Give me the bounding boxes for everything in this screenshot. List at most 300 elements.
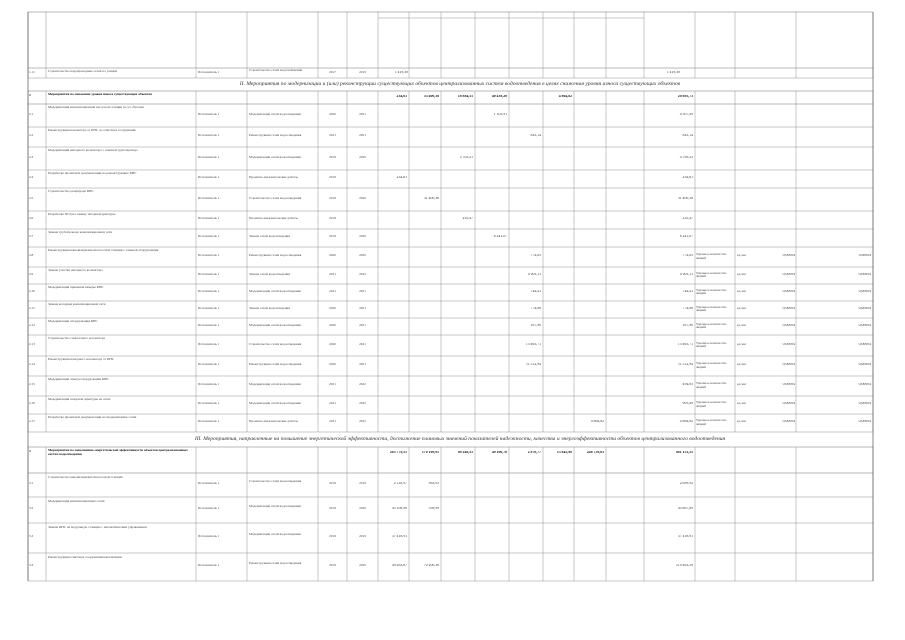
row-unit: ед./км xyxy=(737,306,746,310)
row-value xyxy=(510,235,541,241)
section-total-value: 234,61 xyxy=(396,95,407,98)
section-total-value: 13 845,98 xyxy=(556,451,572,454)
row-value xyxy=(510,402,541,408)
row-value xyxy=(607,156,642,162)
row-name: Строительство резервуара КНС xyxy=(48,190,94,193)
row-value xyxy=(607,507,642,513)
row-value xyxy=(544,420,572,426)
row-value xyxy=(607,535,642,541)
row-value: 563,95 xyxy=(428,482,439,485)
row-indicator-target: 0,00004 xyxy=(858,402,871,405)
row-type: Строительство сетей водоотведения xyxy=(249,342,302,346)
row-value: 49 263,67 xyxy=(391,564,407,567)
row-type: Модернизация сетей водоотведения xyxy=(249,155,301,159)
row-type: Модернизация сетей водоотведения xyxy=(249,402,301,405)
row-start-year: 2019 xyxy=(329,235,336,238)
row-indicator: Удельное количество аварий xyxy=(696,362,727,369)
row-indicator-value: 0,00004 xyxy=(782,383,795,386)
row-value: 4 864,82 xyxy=(679,420,693,423)
row-value: 15 465,71 xyxy=(677,342,693,346)
row-type: Модернизация сетей водоотведения xyxy=(249,323,301,327)
row-value: 70 200,38 xyxy=(423,564,439,567)
row-value xyxy=(544,307,572,313)
row-value xyxy=(476,324,507,330)
row-indicator: Удельное количество аварий xyxy=(696,322,727,330)
row-value: 234,61 xyxy=(682,176,693,179)
row-value xyxy=(607,420,642,426)
row-indicator-value: 0,00004 xyxy=(782,272,795,276)
row-number: 2.1 xyxy=(29,112,34,116)
row-value xyxy=(410,217,439,223)
section-total-value xyxy=(607,95,642,100)
row-type: Проектно-изыскательские работы xyxy=(249,217,298,220)
row-value xyxy=(379,383,407,389)
row-total: 1 419,30 xyxy=(666,71,680,74)
row-value xyxy=(607,402,642,408)
row-value xyxy=(544,113,572,119)
row-indicator-target: 0,00004 xyxy=(858,383,871,386)
row-end-year: 2019 xyxy=(359,482,366,485)
row-executor: Исполнитель 1 xyxy=(198,342,220,346)
section-total-value: 89 249,55 xyxy=(457,451,473,454)
row-end-year: 2021 xyxy=(359,342,366,346)
row-start-year: 2021 xyxy=(329,420,336,423)
row-value xyxy=(544,564,572,570)
row-value: 905,49 xyxy=(682,402,693,405)
row-end-year: 2021 xyxy=(359,323,366,327)
row-value xyxy=(442,290,473,296)
row-value xyxy=(379,254,407,260)
row-value xyxy=(544,383,572,389)
row-value xyxy=(410,156,439,162)
row-value xyxy=(544,363,572,369)
row-value xyxy=(442,482,473,488)
row-value: 5 705,21 xyxy=(459,155,473,159)
row-type: Модернизация сетей водоотведения xyxy=(249,289,301,293)
row-value xyxy=(544,343,572,349)
row-number: 3.1 xyxy=(29,482,34,485)
row-name: Модернизация оборудования КНС xyxy=(48,320,98,323)
row-indicator: Удельное количество аварий xyxy=(696,271,727,279)
row-unit: ед./км xyxy=(737,254,746,257)
row-unit: ед./км xyxy=(737,289,746,293)
row-value xyxy=(544,535,572,541)
row-value xyxy=(442,176,473,182)
row-number: 2.10 xyxy=(29,289,35,293)
row-value xyxy=(410,420,439,426)
row-name: Разработка проектной документации на реконструкцию КНС xyxy=(48,172,137,175)
row-value xyxy=(607,343,642,349)
row-number: 3.4 xyxy=(29,564,34,567)
row-type: Модернизация сетей водоотведения xyxy=(249,383,301,386)
section-total-value xyxy=(607,451,642,456)
row-indicator-target xyxy=(798,217,871,223)
row-indicator-value xyxy=(779,197,795,203)
row-indicator-value: 0,00004 xyxy=(782,402,795,405)
row-executor: Исполнитель 1 xyxy=(198,306,220,310)
row-indicator-value: 0,00004 xyxy=(782,342,795,346)
row-indicator xyxy=(696,155,734,163)
row-value xyxy=(544,324,572,330)
row-indicator-value xyxy=(779,176,795,182)
row-indicator-target: 0,00004 xyxy=(858,420,871,423)
row-value xyxy=(410,343,439,349)
row-value xyxy=(442,113,473,119)
row-number: 2.9 xyxy=(29,272,34,276)
row-indicator: Удельное количество аварий xyxy=(696,288,727,296)
row-unit: ед./км xyxy=(737,363,746,366)
row-end-year: 2021 xyxy=(359,363,366,366)
row-number: 2.4 xyxy=(29,176,34,179)
row-value xyxy=(410,290,439,296)
row-name: Разработка ПСД на замену запорной арматуры xyxy=(48,213,116,216)
row-indicator-target: 0,00004 xyxy=(858,254,871,257)
row-value: 45 667,89 xyxy=(677,507,693,510)
row-start-year: 2019 xyxy=(329,217,336,220)
row-end-year xyxy=(348,217,377,223)
row-executor: Исполнитель 1 xyxy=(198,196,220,200)
row-value xyxy=(442,343,473,349)
section-total-value: 20 895,73 xyxy=(677,95,693,98)
row-value xyxy=(476,507,507,513)
row-value xyxy=(442,197,473,203)
row-number: 3.3 xyxy=(29,535,34,538)
row-value xyxy=(575,235,604,241)
row-executor: Исполнитель 1 xyxy=(198,289,220,293)
row-value: 774,85 xyxy=(682,254,693,257)
row-value xyxy=(575,273,604,279)
row-value xyxy=(476,273,507,279)
row-indicator-value: 0,00004 xyxy=(782,323,795,327)
row-end-year: 2020 xyxy=(359,235,366,238)
row-value xyxy=(476,307,507,313)
row-value xyxy=(442,420,473,426)
row-start-year: 2021 xyxy=(329,402,336,405)
row-indicator-value xyxy=(779,156,795,162)
row-value xyxy=(379,363,407,369)
row-number: 2.7 xyxy=(29,235,34,238)
row-start-year: 2021 xyxy=(329,289,336,293)
row-value xyxy=(379,113,407,119)
row-value xyxy=(575,307,604,313)
row-number: 1.11 xyxy=(29,71,35,74)
row-end-year: 2020 xyxy=(359,564,366,567)
row-value: 119 463,59 xyxy=(676,564,693,567)
row-value: 31 400,38 xyxy=(677,196,693,200)
row-start-year: 2020 xyxy=(329,323,336,327)
row-type: Проектно-изыскательские работы xyxy=(249,420,298,423)
section-name: Мероприятия по повышению энергетической эффективности объектов централизованных систем водоотведения xyxy=(48,449,188,456)
row-value xyxy=(379,156,407,162)
row-indicator-target xyxy=(798,134,871,140)
row-value xyxy=(575,254,604,260)
row-number: 2.11 xyxy=(29,306,35,310)
row-start-year: 2019 xyxy=(329,196,336,200)
section-total-value: 2 870,77 xyxy=(527,451,541,454)
row-value xyxy=(410,176,439,182)
row-value: 37 418,91 xyxy=(391,535,407,538)
row-value xyxy=(575,113,604,119)
row-value xyxy=(410,254,439,260)
row-indicator: Удельное количество аварий xyxy=(696,341,727,349)
row-indicator-target: 0,00004 xyxy=(858,323,871,327)
row-indicator-value: 0,00004 xyxy=(782,363,795,366)
row-indicator-target: 0,00004 xyxy=(858,306,871,310)
row-value xyxy=(575,383,604,389)
row-value xyxy=(575,134,604,140)
row-value xyxy=(607,324,642,330)
row-indicator-value xyxy=(779,134,795,140)
row-type: Реконструкция сетей водоотведения xyxy=(249,562,302,565)
section-total-value: 283 779,51 xyxy=(389,451,407,454)
row-indicator-target: 0,00004 xyxy=(858,363,871,366)
row-value xyxy=(607,197,642,203)
row-number: 2.12 xyxy=(29,323,35,327)
row-value xyxy=(607,254,642,260)
row-end-year: 2019 xyxy=(359,71,366,74)
row-end-year: 2021 xyxy=(359,306,366,310)
row-start-year: 2020 xyxy=(329,112,336,116)
section-total-value: 18 884,51 xyxy=(457,95,473,98)
row-type: Модернизация сетей водоотведения xyxy=(249,533,301,536)
row-executor: Исполнитель 1 xyxy=(198,155,220,159)
row-executor: Исполнитель 1 xyxy=(198,535,220,538)
row-value xyxy=(510,420,541,426)
row-executor: Исполнитель 1 xyxy=(198,383,220,386)
row-start-year: 2020 xyxy=(329,306,336,310)
row-value xyxy=(442,273,473,279)
row-value: 494,85 xyxy=(682,383,693,386)
row-value xyxy=(544,482,572,488)
row-value: 4 507,49 xyxy=(679,112,693,116)
row-value xyxy=(476,402,507,408)
section-total-value: 49 100,70 xyxy=(491,451,507,454)
row-value xyxy=(575,402,604,408)
row-value: 843,14 xyxy=(530,134,541,137)
row-value xyxy=(442,564,473,570)
row-value xyxy=(544,197,572,203)
row-value xyxy=(575,363,604,369)
row-indicator-target: 0,00004 xyxy=(858,289,871,293)
row-number: 3.2 xyxy=(29,507,34,510)
row-end-year: 2020 xyxy=(359,507,366,510)
row-indicator-target xyxy=(798,113,871,119)
row-indicator xyxy=(696,234,734,242)
row-value xyxy=(379,307,407,313)
row-value xyxy=(442,402,473,408)
row-executor: Исполнитель 1 xyxy=(198,507,220,510)
section-number: 3 xyxy=(29,450,31,453)
row-value xyxy=(476,134,507,140)
section-number: 2 xyxy=(29,94,31,97)
row-number: 2.5 xyxy=(29,196,34,200)
row-executor: Исполнитель 1 xyxy=(198,176,220,179)
row-number: 2.17 xyxy=(29,420,35,423)
row-end-year: 2021 xyxy=(359,112,366,116)
row-type: Реконструкция сетей водоотведения xyxy=(249,134,302,137)
row-value xyxy=(510,507,541,513)
row-start-year: 2020 xyxy=(329,254,336,257)
row-value: 744,41 xyxy=(682,289,693,293)
row-value xyxy=(510,535,541,541)
row-indicator xyxy=(696,112,734,120)
row-name: Реконструкция коллектора от КНС до очистных сооружений xyxy=(48,129,136,132)
row-end-year xyxy=(348,176,377,182)
row-name: Модернизация канализационных сетей xyxy=(48,500,105,503)
row-number: 2.13 xyxy=(29,342,35,346)
row-end-year: 2020 xyxy=(359,155,366,159)
row-value xyxy=(379,343,407,349)
row-type: Модернизация сетей водоотведения xyxy=(249,505,301,508)
section-total-value: 40 439,20 xyxy=(491,95,507,98)
row-value xyxy=(510,113,541,119)
row-value xyxy=(410,307,439,313)
row-value xyxy=(544,402,572,408)
row-end-year: 2022 xyxy=(359,420,366,423)
row-executor: Исполнитель 1 xyxy=(198,112,220,116)
row-executor: Исполнитель 1 xyxy=(198,235,220,238)
row-name: Модернизация электрооборудования КНС xyxy=(48,378,109,381)
row-value xyxy=(510,176,541,182)
section-heading: III. Мероприятия, направленные на повышение энергетической эффективности, достижение плановых значений показателей надежности, качества и энергоэффективности объектов централизованного водоотведения xyxy=(194,436,726,442)
row-value xyxy=(575,290,604,296)
section-total-value: 248 759,03 xyxy=(586,451,604,454)
row-value: 8 241,07 xyxy=(493,235,507,238)
row-number: 2.14 xyxy=(29,363,35,366)
row-value xyxy=(544,134,572,140)
row-value xyxy=(410,383,439,389)
row-value xyxy=(575,535,604,541)
row-value xyxy=(607,290,642,296)
row-start-year: 2021 xyxy=(329,134,336,137)
row-value xyxy=(442,235,473,241)
row-value: 4 769,23 xyxy=(679,155,693,159)
row-number: 2.6 xyxy=(29,217,34,220)
row-type: Проектно-изыскательские работы xyxy=(249,176,298,179)
row-indicator xyxy=(696,175,734,183)
row-value xyxy=(410,402,439,408)
row-value xyxy=(607,113,642,119)
row-value xyxy=(544,176,572,182)
row-value xyxy=(379,217,407,223)
section-total-value: 4 864,82 xyxy=(558,95,572,98)
row-indicator xyxy=(696,216,734,224)
row-value: 235,47 xyxy=(682,217,693,220)
row-value: 4 001,11 xyxy=(527,272,541,276)
row-executor: Исполнитель 1 xyxy=(198,323,220,327)
row-value xyxy=(544,273,572,279)
row-value xyxy=(510,383,541,389)
row-unit: ед./км xyxy=(737,383,746,386)
row-value xyxy=(607,383,642,389)
row-value xyxy=(575,343,604,349)
row-end-year: 2020 xyxy=(359,254,366,257)
row-value xyxy=(476,343,507,349)
row-end-year: 2021 xyxy=(359,289,366,293)
row-end-year: 2021 xyxy=(359,134,366,137)
row-name: Модернизация напорного коллектора с заменой трубопровода xyxy=(48,149,138,152)
row-value xyxy=(476,290,507,296)
row-executor: Исполнитель 1 xyxy=(198,254,220,257)
row-value xyxy=(607,217,642,223)
row-value xyxy=(379,235,407,241)
row-end-year: 2022 xyxy=(359,272,366,276)
row-value xyxy=(379,290,407,296)
row-value xyxy=(410,235,439,241)
row-name: Замена участка напорного коллектора xyxy=(48,269,103,272)
row-name: Реконструкция канализационной насосной станции с заменой оборудования xyxy=(48,249,159,252)
row-start-year: 2020 xyxy=(329,342,336,346)
row-type: Строительство сетей водоотведения xyxy=(249,196,302,200)
row-value xyxy=(442,307,473,313)
row-value xyxy=(510,197,541,203)
row-value: 774,86 xyxy=(530,306,541,310)
row-indicator xyxy=(696,196,734,204)
row-value xyxy=(607,273,642,279)
row-indicator: Удельное количество аварий xyxy=(696,401,727,408)
row-indicator-target: 0,00004 xyxy=(858,272,871,276)
row-indicator-value xyxy=(779,113,795,119)
row-value xyxy=(607,482,642,488)
row-type: Реконструкция сетей водоотведения xyxy=(249,363,302,366)
row-value xyxy=(575,156,604,162)
row-number: 2.2 xyxy=(29,134,34,137)
row-value xyxy=(607,564,642,570)
row-value xyxy=(379,273,407,279)
row-value: 1 419,30 xyxy=(394,71,408,74)
row-value xyxy=(410,113,439,119)
row-start-year: 2021 xyxy=(329,383,336,386)
row-start-year: 2019 xyxy=(329,507,336,510)
row-value: 37 418,91 xyxy=(677,535,693,538)
row-value: 4 001,11 xyxy=(679,272,693,276)
row-value xyxy=(575,176,604,182)
row-name: Модернизация канализационной насосной станции по ул. Луговая xyxy=(48,106,144,109)
row-value xyxy=(607,235,642,241)
row-value xyxy=(575,564,604,570)
row-value: 774,86 xyxy=(682,306,693,310)
row-value xyxy=(575,482,604,488)
row-indicator-value: 0,00004 xyxy=(782,289,795,293)
row-indicator-value: 0,00004 xyxy=(782,306,795,310)
row-value xyxy=(476,197,507,203)
row-indicator-target: 0,00004 xyxy=(858,342,871,346)
row-value: 31 400,38 xyxy=(423,196,439,200)
row-number: 2.16 xyxy=(29,402,35,405)
row-value xyxy=(607,176,642,182)
section-name: Мероприятия по снижению уровня износа существующих объектов xyxy=(48,93,152,96)
row-unit: ед./км xyxy=(737,342,746,346)
row-value xyxy=(442,383,473,389)
row-value xyxy=(544,254,572,260)
row-value xyxy=(607,134,642,140)
row-value xyxy=(410,134,439,140)
row-name: Строительство канализационной насосной станции xyxy=(48,476,123,479)
section-total-value: 170 109,91 xyxy=(421,451,439,454)
row-start-year: 2021 xyxy=(329,272,336,276)
row-value xyxy=(544,290,572,296)
row-executor: Исполнитель 1 xyxy=(198,420,220,423)
section-total-value: 53 400,38 xyxy=(423,95,439,98)
row-start-year: 2020 xyxy=(329,363,336,366)
row-name: Модернизация запорной арматуры на сетях xyxy=(48,398,111,401)
row-type: Реконструкция сетей водоотведения xyxy=(249,254,302,257)
row-value xyxy=(476,156,507,162)
row-value: 1 105,91 xyxy=(493,112,507,116)
row-end-year: 2019 xyxy=(359,535,366,538)
row-value xyxy=(410,535,439,541)
row-end-year: 2022 xyxy=(359,383,366,386)
